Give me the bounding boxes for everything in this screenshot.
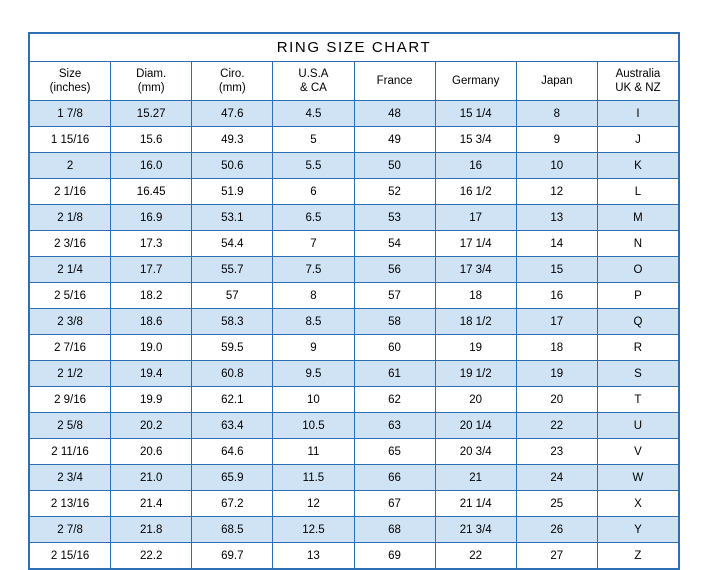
cell-france: 57: [354, 283, 435, 309]
cell-france: 48: [354, 101, 435, 127]
table-row: [30, 283, 679, 309]
cell-australia-uk-nz: S: [597, 361, 678, 387]
cell-japan: 15: [516, 257, 597, 283]
cell-size: 2 9/16: [30, 387, 111, 413]
cell-diameter: 17.3: [111, 231, 192, 257]
cell-japan: 22: [516, 413, 597, 439]
cell-france: 60: [354, 335, 435, 361]
cell-diameter: 19.0: [111, 335, 192, 361]
cell-germany: 19: [435, 335, 516, 361]
cell-japan: 13: [516, 205, 597, 231]
cell-australia-uk-nz: M: [597, 205, 678, 231]
cell-circumference: 62.1: [192, 387, 273, 413]
cell-circumference: 59.5: [192, 335, 273, 361]
cell-germany: 15 3/4: [435, 127, 516, 153]
cell-diameter: 16.0: [111, 153, 192, 179]
cell-australia-uk-nz: R: [597, 335, 678, 361]
column-header-japan-line1: Japan: [541, 74, 573, 87]
cell-germany: 20 3/4: [435, 439, 516, 465]
column-header-size-line1: Size: [58, 67, 82, 80]
cell-size: 2: [30, 153, 111, 179]
cell-size: 2 13/16: [30, 491, 111, 517]
cell-france: 69: [354, 543, 435, 569]
column-header-australia-uk-nz-line2: UK & NZ: [615, 82, 661, 94]
cell-usa-ca: 6: [273, 179, 354, 205]
cell-size: 2 1/8: [30, 205, 111, 231]
title-row: [30, 34, 679, 62]
table-row: [30, 491, 679, 517]
cell-australia-uk-nz: V: [597, 439, 678, 465]
cell-usa-ca: 8.5: [273, 309, 354, 335]
cell-france: 56: [354, 257, 435, 283]
cell-size: 2 5/8: [30, 413, 111, 439]
cell-circumference: 47.6: [192, 101, 273, 127]
cell-diameter: 19.9: [111, 387, 192, 413]
cell-germany: 21 3/4: [435, 517, 516, 543]
cell-germany: 17: [435, 205, 516, 231]
cell-size: 2 5/16: [30, 283, 111, 309]
cell-diameter: 21.4: [111, 491, 192, 517]
cell-usa-ca: 9.5: [273, 361, 354, 387]
header-row: [30, 62, 679, 101]
cell-australia-uk-nz: K: [597, 153, 678, 179]
cell-germany: 19 1/2: [435, 361, 516, 387]
cell-france: 54: [354, 231, 435, 257]
cell-usa-ca: 9: [273, 335, 354, 361]
column-header-diameter: [111, 62, 192, 101]
cell-usa-ca: 6.5: [273, 205, 354, 231]
cell-diameter: 18.6: [111, 309, 192, 335]
cell-usa-ca: 12.5: [273, 517, 354, 543]
cell-france: 52: [354, 179, 435, 205]
cell-australia-uk-nz: O: [597, 257, 678, 283]
cell-usa-ca: 7: [273, 231, 354, 257]
cell-usa-ca: 10: [273, 387, 354, 413]
cell-circumference: 57: [192, 283, 273, 309]
table-row: [30, 101, 679, 127]
cell-usa-ca: 5.5: [273, 153, 354, 179]
cell-japan: 25: [516, 491, 597, 517]
cell-japan: 26: [516, 517, 597, 543]
cell-diameter: 17.7: [111, 257, 192, 283]
ring-size-chart: [28, 32, 680, 570]
cell-japan: 24: [516, 465, 597, 491]
cell-diameter: 21.0: [111, 465, 192, 491]
cell-france: 50: [354, 153, 435, 179]
cell-france: 58: [354, 309, 435, 335]
cell-diameter: 22.2: [111, 543, 192, 569]
cell-germany: 18: [435, 283, 516, 309]
column-header-france: [354, 62, 435, 101]
cell-usa-ca: 11.5: [273, 465, 354, 491]
cell-france: 66: [354, 465, 435, 491]
table-row: [30, 439, 679, 465]
cell-australia-uk-nz: U: [597, 413, 678, 439]
column-header-size: [30, 62, 111, 101]
column-header-circumference-line1: Ciro.: [220, 67, 245, 80]
cell-germany: 16: [435, 153, 516, 179]
cell-circumference: 53.1: [192, 205, 273, 231]
cell-circumference: 68.5: [192, 517, 273, 543]
cell-usa-ca: 12: [273, 491, 354, 517]
cell-usa-ca: 13: [273, 543, 354, 569]
cell-circumference: 51.9: [192, 179, 273, 205]
column-header-size-line2: (inches): [49, 82, 91, 94]
table-row: [30, 335, 679, 361]
cell-japan: 12: [516, 179, 597, 205]
cell-diameter: 16.9: [111, 205, 192, 231]
cell-japan: 16: [516, 283, 597, 309]
cell-japan: 27: [516, 543, 597, 569]
column-header-diameter-line1: Diam.: [136, 67, 167, 80]
column-header-australia-uk-nz-line1: Australia: [615, 67, 661, 80]
column-header-usa-ca-line2: & CA: [300, 82, 327, 94]
column-header-germany: [435, 62, 516, 101]
table-row: [30, 257, 679, 283]
cell-circumference: 49.3: [192, 127, 273, 153]
cell-circumference: 65.9: [192, 465, 273, 491]
cell-circumference: 63.4: [192, 413, 273, 439]
table-row: [30, 387, 679, 413]
cell-usa-ca: 11: [273, 439, 354, 465]
cell-diameter: 20.2: [111, 413, 192, 439]
chart-title: RING SIZE CHART: [30, 34, 679, 62]
ring-size-table: [29, 33, 679, 569]
cell-japan: 20: [516, 387, 597, 413]
cell-diameter: 18.2: [111, 283, 192, 309]
table-row: [30, 205, 679, 231]
cell-germany: 15 1/4: [435, 101, 516, 127]
cell-france: 67: [354, 491, 435, 517]
column-header-germany-line1: Germany: [452, 74, 500, 87]
column-header-france-line1: France: [376, 74, 413, 87]
column-header-usa-ca: [273, 62, 354, 101]
column-header-diameter-line2: (mm): [137, 82, 165, 94]
table-row: [30, 517, 679, 543]
cell-diameter: 15.6: [111, 127, 192, 153]
cell-size: 1 7/8: [30, 101, 111, 127]
cell-size: 2 3/16: [30, 231, 111, 257]
cell-size: 2 1/2: [30, 361, 111, 387]
cell-usa-ca: 7.5: [273, 257, 354, 283]
cell-germany: 17 1/4: [435, 231, 516, 257]
cell-australia-uk-nz: Y: [597, 517, 678, 543]
cell-australia-uk-nz: T: [597, 387, 678, 413]
cell-australia-uk-nz: P: [597, 283, 678, 309]
cell-usa-ca: 4.5: [273, 101, 354, 127]
table-row: [30, 153, 679, 179]
cell-usa-ca: 8: [273, 283, 354, 309]
column-header-japan: [516, 62, 597, 101]
cell-circumference: 58.3: [192, 309, 273, 335]
cell-france: 68: [354, 517, 435, 543]
cell-japan: 10: [516, 153, 597, 179]
cell-size: 2 15/16: [30, 543, 111, 569]
cell-size: 2 11/16: [30, 439, 111, 465]
table-row: [30, 127, 679, 153]
cell-circumference: 50.6: [192, 153, 273, 179]
cell-australia-uk-nz: J: [597, 127, 678, 153]
cell-germany: 18 1/2: [435, 309, 516, 335]
table-row: [30, 543, 679, 569]
table-row: [30, 465, 679, 491]
table-row: [30, 413, 679, 439]
cell-diameter: 16.45: [111, 179, 192, 205]
cell-usa-ca: 10.5: [273, 413, 354, 439]
cell-circumference: 60.8: [192, 361, 273, 387]
cell-japan: 17: [516, 309, 597, 335]
cell-size: 2 1/4: [30, 257, 111, 283]
cell-france: 63: [354, 413, 435, 439]
cell-germany: 20: [435, 387, 516, 413]
cell-circumference: 69.7: [192, 543, 273, 569]
table-row: [30, 179, 679, 205]
cell-australia-uk-nz: I: [597, 101, 678, 127]
cell-size: 1 15/16: [30, 127, 111, 153]
cell-germany: 16 1/2: [435, 179, 516, 205]
table-row: [30, 231, 679, 257]
cell-size: 2 7/8: [30, 517, 111, 543]
cell-diameter: 19.4: [111, 361, 192, 387]
table-row: [30, 361, 679, 387]
cell-circumference: 67.2: [192, 491, 273, 517]
cell-size: 2 3/8: [30, 309, 111, 335]
cell-size: 2 7/16: [30, 335, 111, 361]
cell-australia-uk-nz: Z: [597, 543, 678, 569]
cell-germany: 21 1/4: [435, 491, 516, 517]
cell-circumference: 64.6: [192, 439, 273, 465]
cell-japan: 23: [516, 439, 597, 465]
cell-australia-uk-nz: N: [597, 231, 678, 257]
cell-germany: 17 3/4: [435, 257, 516, 283]
cell-australia-uk-nz: Q: [597, 309, 678, 335]
cell-japan: 9: [516, 127, 597, 153]
cell-australia-uk-nz: L: [597, 179, 678, 205]
column-header-circumference-line2: (mm): [218, 82, 246, 94]
cell-france: 61: [354, 361, 435, 387]
cell-size: 2 1/16: [30, 179, 111, 205]
cell-germany: 21: [435, 465, 516, 491]
cell-circumference: 54.4: [192, 231, 273, 257]
cell-germany: 22: [435, 543, 516, 569]
cell-diameter: 20.6: [111, 439, 192, 465]
cell-size: 2 3/4: [30, 465, 111, 491]
cell-japan: 18: [516, 335, 597, 361]
cell-france: 65: [354, 439, 435, 465]
cell-circumference: 55.7: [192, 257, 273, 283]
cell-australia-uk-nz: W: [597, 465, 678, 491]
cell-japan: 19: [516, 361, 597, 387]
cell-usa-ca: 5: [273, 127, 354, 153]
cell-japan: 8: [516, 101, 597, 127]
cell-france: 62: [354, 387, 435, 413]
cell-diameter: 15.27: [111, 101, 192, 127]
cell-diameter: 21.8: [111, 517, 192, 543]
column-header-usa-ca-line1: U.S.A: [298, 67, 329, 80]
table-body: [30, 34, 679, 569]
cell-australia-uk-nz: X: [597, 491, 678, 517]
cell-japan: 14: [516, 231, 597, 257]
column-header-australia-uk-nz: [597, 62, 678, 101]
column-header-circumference: [192, 62, 273, 101]
cell-france: 49: [354, 127, 435, 153]
cell-france: 53: [354, 205, 435, 231]
table-row: [30, 309, 679, 335]
cell-germany: 20 1/4: [435, 413, 516, 439]
